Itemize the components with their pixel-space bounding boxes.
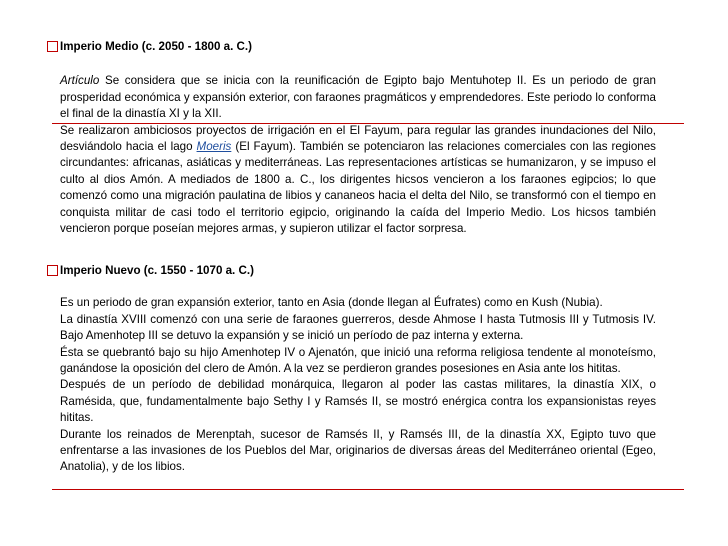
bullet-square-2	[47, 265, 58, 276]
paragraph: Durante los reinados de Merenptah, sucesor de Ramsés II, y Ramsés III, de la dinastía XX, Egipto tuvo que enfrentarse a las invasiones de los Pueblos del Mar, originarios de diversas áreas del Mediterráneo oriental (Egeo, Anatolia), y de los libios.	[60, 427, 656, 474]
section-heading: Imperio Nuevo (c. 1550 - 1070 a. C.)	[60, 264, 254, 277]
paragraph: Después de un período de debilidad monárquica, llegaron al poder las castas militares, la dinastía XIX, o Ramésida, que, fundamentalmente bajo Sethy I y Ramsés II, se mostró enérgica contra los expansionistas reyes hititas.	[60, 378, 656, 425]
divider-line-2	[52, 489, 684, 490]
paragraph-text: (El Fayum). También se potenciaron las relaciones comerciales con las regiones circundantes: africanas, asiáticas y mediterráneas. Las representaciones artísticas se humanizaron, y se impuso el culto al dios Amón. A mediados de 1800 a. C., los dirigentes hicsos vencieron a los faraones egipcios; lo que comenzó como una migración paulatina de libios y cananeos hacia el delta del Nilo, se transformó con el tiempo en conquista militar de casi todo el territorio egipcio, originando la caída del Imperio Medio. Los hicsos también vencieron porque poseían mejores armas, y supieron utilizar el factor sorpresa.	[60, 140, 656, 236]
paragraph	[60, 73, 656, 122]
paragraph: Es un periodo de gran expansión exterior, tanto en Asia (donde llegan al Éufrates) como en Kush (Nubia).	[60, 296, 603, 310]
bullet-square-1	[47, 41, 58, 52]
paragraph	[60, 123, 656, 238]
section-imperio-medio	[60, 39, 656, 237]
section-heading: Imperio Medio (c. 2050 - 1800 a. C.)	[60, 40, 253, 53]
section-imperio-nuevo	[60, 263, 656, 476]
lead-label: Artículo	[60, 74, 100, 88]
paragraph: Ésta se quebrantó bajo su hijo Amenhotep IV o Ajenatón, que inició una reforma religiosa tendente al monoteísmo, ganándose la oposición del clero de Amón. A la vez se perdieron grandes posesiones en Asia ante los hititas.	[60, 345, 656, 376]
paragraph-text: Se realizaron ambiciosos proyectos de irrigación en el El Fayum, para regular las grandes inundaciones del Nilo, desviándolo hacia el lago	[60, 123, 656, 154]
moeris-link[interactable]: Moeris	[196, 140, 232, 154]
paragraph: La dinastía XVIII comenzó con una serie de faraones guerreros, desde Ahmose I hasta Tutmosis III y Tutmosis IV. Bajo Amenhotep III se detuvo la expansión y se inició un período de paz interna y externa.	[60, 312, 656, 343]
paragraph-text: Se considera que se inicia con la reunificación de Egipto bajo Mentuhotep II. Es un periodo de gran prosperidad económica y expansión exterior, con faraones pragmáticos y emprendedores. Este periodo lo conforma el final de la dinastía XI y la XII.	[60, 74, 656, 121]
